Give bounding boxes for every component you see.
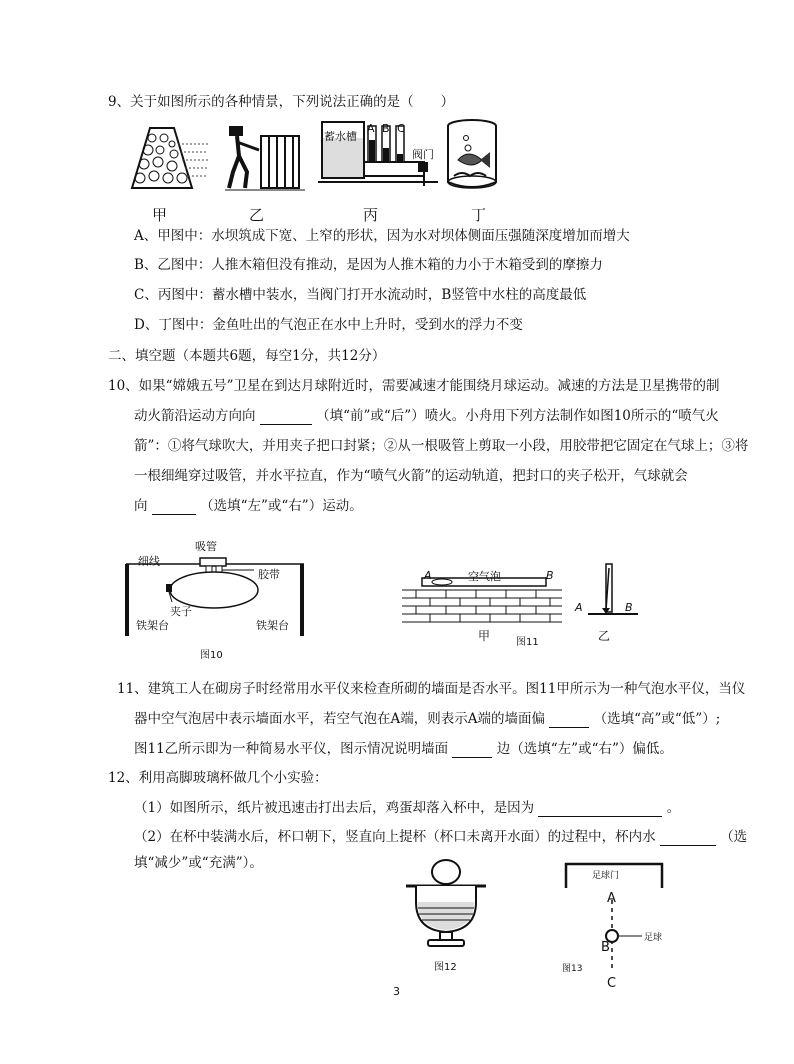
q10-line-3: 箭”：①将气球吹大，并用夹子把口封紧；②从一根吸管上剪取一小段，用胶带把它固定在气球上；③将 <box>134 438 749 454</box>
fig13-label-ball: 足球 <box>644 933 663 943</box>
fig10-label-string: 细线 <box>138 555 160 568</box>
fig13-label-goal: 足球门 <box>592 871 620 881</box>
q12-part-1: （1）如图所示，纸片被迅速击打出去后，鸡蛋却落入杯中，是因为 。 <box>134 800 681 816</box>
q12-stem: 12、利用高脚玻璃杯做几个小实验： <box>108 770 328 786</box>
q9-figure-dam <box>130 122 210 192</box>
tube-a-label: A <box>367 122 375 135</box>
fig12-caption: 图12 <box>434 962 457 973</box>
q11-line-3: 图11乙所示即为一种简易水平仪，图示情况说明墙面 边（选填“左”或“右”）偏低。 <box>134 741 673 757</box>
q9-figure-person-pushing-box <box>225 122 305 194</box>
q11-blank-1[interactable] <box>549 714 589 728</box>
fig11-bubble-level <box>402 578 562 624</box>
fig10-label-tape: 胶带 <box>258 568 280 581</box>
q11-line-2: 器中空气泡居中表示墙面水平，若空气泡在A端，则表示A端的墙面偏 （选填“高”或“低”）; <box>134 711 721 727</box>
fig13-label-c: C <box>607 976 617 991</box>
fig11-label-jia: 甲 <box>478 629 491 643</box>
fig11-plumb-level <box>584 562 644 622</box>
page-number: 3 <box>393 985 400 998</box>
q10-line-1: 10、如果“嫦娥五号”卫星在到达月球附近时，需要减速才能围绕月球运动。减速的方法是卫星携带的制 <box>108 378 720 394</box>
q11-blank-2[interactable] <box>452 744 492 758</box>
fig10-label-stand-left: 铁架台 <box>136 619 169 632</box>
q10-line-2: 动火箭沿运动方向向 （填“前”或“后”）喷火。小舟用下列方法制作如图10所示的“喷气火 <box>134 408 719 424</box>
fig11-label-b-left: B <box>546 569 554 582</box>
q9-stem: 9、关于如图所示的各种情景，下列说法正确的是（ ） <box>108 94 455 110</box>
q12-blank-2[interactable] <box>660 832 716 846</box>
q12-part-2: （2）在杯中装满水后，杯口朝下，竖直向上提杯（杯口未离开水面）的过程中，杯内水 （选 <box>134 829 748 845</box>
fig10-caption: 图10 <box>200 650 223 661</box>
q12-part-2-cont: 填“减少”或“充满”）。 <box>134 855 263 871</box>
fig12-egg-glass <box>402 856 492 952</box>
q9-option-d: D、丁图中：金鱼吐出的气泡正在水中上升时，受到水的浮力不变 <box>134 317 523 333</box>
q9-fig-label-jia: 甲 <box>152 206 168 224</box>
fig10-label-straw: 吸管 <box>195 540 217 553</box>
valve-label: 阀门 <box>412 148 434 161</box>
q9-option-b: B、乙图中：人推木箱但没有推动，是因为人推木箱的力小于木箱受到的摩擦力 <box>134 257 603 273</box>
q11-line-1: 11、建筑工人在砌房子时经常用水平仪来检查所砌的墙面是否水平。图11甲所示为一种气泡水平仪，当仪 <box>117 681 746 697</box>
q9-fig-label-bing: 丙 <box>363 206 379 224</box>
q9-option-a: A、甲图中：水坝筑成下宽、上窄的形状，因为水对坝体侧面压强随深度增加而增大 <box>134 228 630 244</box>
fig13-label-b: B <box>601 940 610 955</box>
tube-b-label: B <box>382 122 390 135</box>
fig11-caption: 图11 <box>516 637 539 648</box>
fig10-label-clip: 夹子 <box>170 605 192 618</box>
q9-fig-label-yi: 乙 <box>249 206 265 224</box>
fig11-label-yi: 乙 <box>598 629 611 643</box>
fig10-label-stand-right: 铁架台 <box>256 619 289 632</box>
q9-fig-label-ding: 丁 <box>471 206 487 224</box>
q10-blank-1[interactable] <box>260 411 312 425</box>
q9-figure-fish-bowl <box>442 116 502 192</box>
fig11-label-b-right: B <box>625 601 633 614</box>
fig11-label-bubble: 空气泡 <box>468 570 501 583</box>
q9-option-c: C、丙图中：蓄水槽中装水，当阀门打开水流动时，B竖管中水柱的高度最低 <box>134 287 587 303</box>
section-2-heading: 二、填空题（本题共6题，每空1分，共12分） <box>108 348 386 364</box>
q12-blank-1[interactable] <box>538 803 662 817</box>
q10-line-5: 向 （选填“左”或“右”）运动。 <box>134 498 363 514</box>
q10-blank-2[interactable] <box>152 501 196 515</box>
tube-c-label: C <box>397 122 405 135</box>
q10-line-4: 一根细绳穿过吸管，并水平拉直，作为“喷气火箭”的运动轨道，把封口的夹子松开，气球就会 <box>134 468 688 484</box>
fig11-label-a-right: A <box>575 601 583 614</box>
fig11-label-a-left: A <box>424 569 432 582</box>
fig13-caption: 图13 <box>562 964 583 974</box>
fig13-label-a: A <box>607 891 616 906</box>
tank-label: 蓄水槽 <box>324 130 357 143</box>
